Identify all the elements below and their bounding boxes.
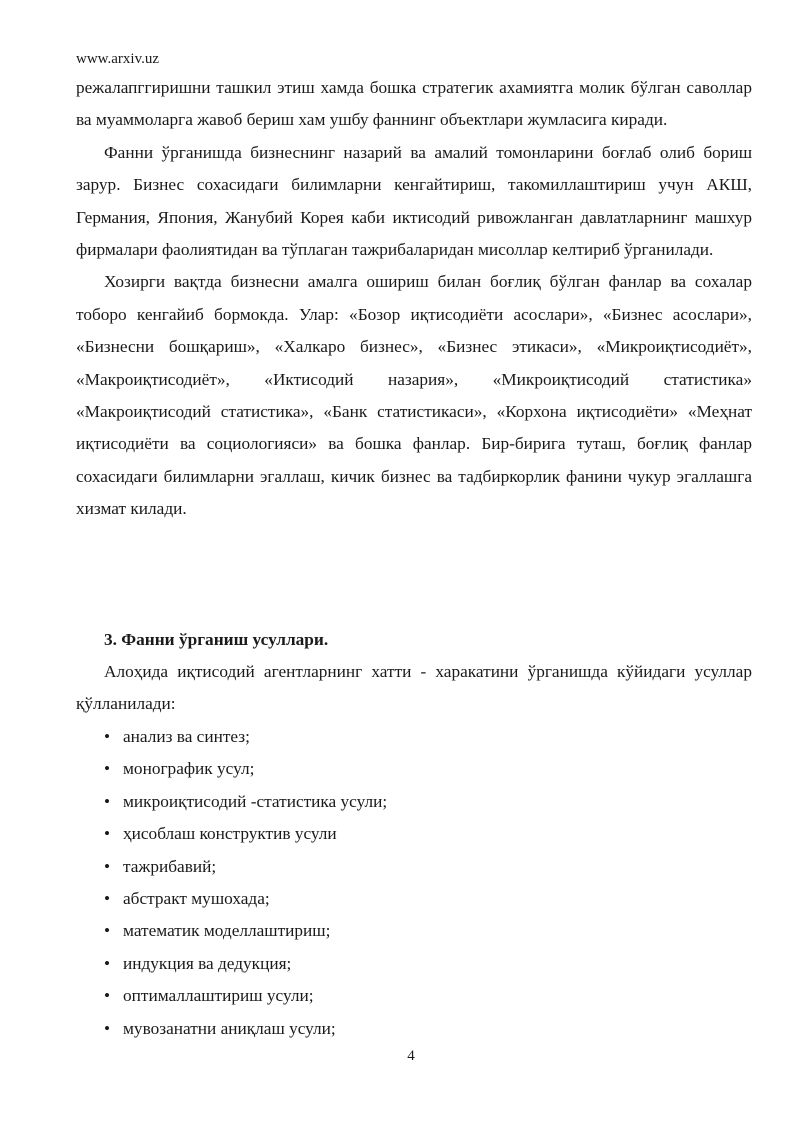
list-item: • мувозанатни аниқлаш усули; [104,1013,387,1045]
paragraph-continuation: режалапггиришни ташкил этиш хамда бошка стратегик ахамиятга молик бўлган саволлар ва муаммоларга жавоб бериш хам ушбу фаннинг объектлари жумласига киради. [76,78,752,130]
bullet-icon: • [104,791,111,811]
bullet-icon: • [104,921,111,941]
bullet-icon: • [104,824,111,844]
list-item: • индукция ва дедукция; [104,948,387,980]
list-item: • математик моделлаштириш; [104,915,387,947]
list-item: • абстракт мушохада; [104,883,387,915]
body-text [76,72,752,526]
methods-list [104,721,387,1045]
list-item: • монографик усул; [104,753,387,785]
page-number: 4 [407,1048,415,1064]
site-header: www.arxiv.uz [76,51,160,67]
bullet-icon: • [104,953,111,973]
list-item: • тажрибавий; [104,851,387,883]
list-item: • анализ ва синтез; [104,721,387,753]
list-item: • ҳисоблаш конструктив усули [104,818,387,850]
paragraph-study-approach: Фанни ўрганишда бизнеснинг назарий ва амалий томонларини боғлаб олиб бориш зарур. Бизнес сохасидаги билимларни кенгайтириш, такомиллаштириш учун АКШ, Германия, Япония, Жанубий Корея каби иктисодий ривожланган давлатларнинг машхур фирмалари фаолиятидан ва тўплаган тажрибаларидан мисоллар келтириб ўрганилади. [76,142,752,260]
bullet-icon: • [104,759,111,779]
bullet-icon: • [104,727,111,746]
bullet-icon: • [104,889,111,909]
section-heading: 3. Фанни ўрганиш усуллари. [104,630,329,649]
bullet-icon: • [104,986,111,1006]
bullet-icon: • [104,856,111,876]
list-item: • оптималлаштириш усули; [104,980,387,1012]
paragraph-related-disciplines: Хозирги вақтда бизнесни амалга ошириш билан боғлиқ бўлган фанлар ва сохалар тоборо кенгайиб бормокда. Улар: «Бозор иқтисодиёти асослари», «Бизнес асослари», «Бизнесни бошқариш», «Халкаро бизнес», «Бизнес этикаси», «Микроиқтисодиёт», «Макроиқтисодиёт», «Иктисодий назария», «Микроиқтисодий статистика» «Макроиқтисодий статистика», «Банк статистикаси», «Корхона иқтисодиёти» «Меҳнат иқтисодиёти ва социологияси» ва бошка фанлар. Бир-бирига туташ, боғлиқ фанлар сохасидаги билимларни эгаллаш, кичик бизнес ва тадбиркорлик фанини чукур эгаллашга хизмат килади. [76,272,752,519]
section-intro: Алоҳида иқтисодий агентларнинг хатти - харакатини ўрганишда кўйидаги усуллар қўлланилади: [76,662,752,714]
bullet-icon: • [104,1018,111,1038]
list-item: • микроиқтисодий -статистика усули; [104,786,387,818]
